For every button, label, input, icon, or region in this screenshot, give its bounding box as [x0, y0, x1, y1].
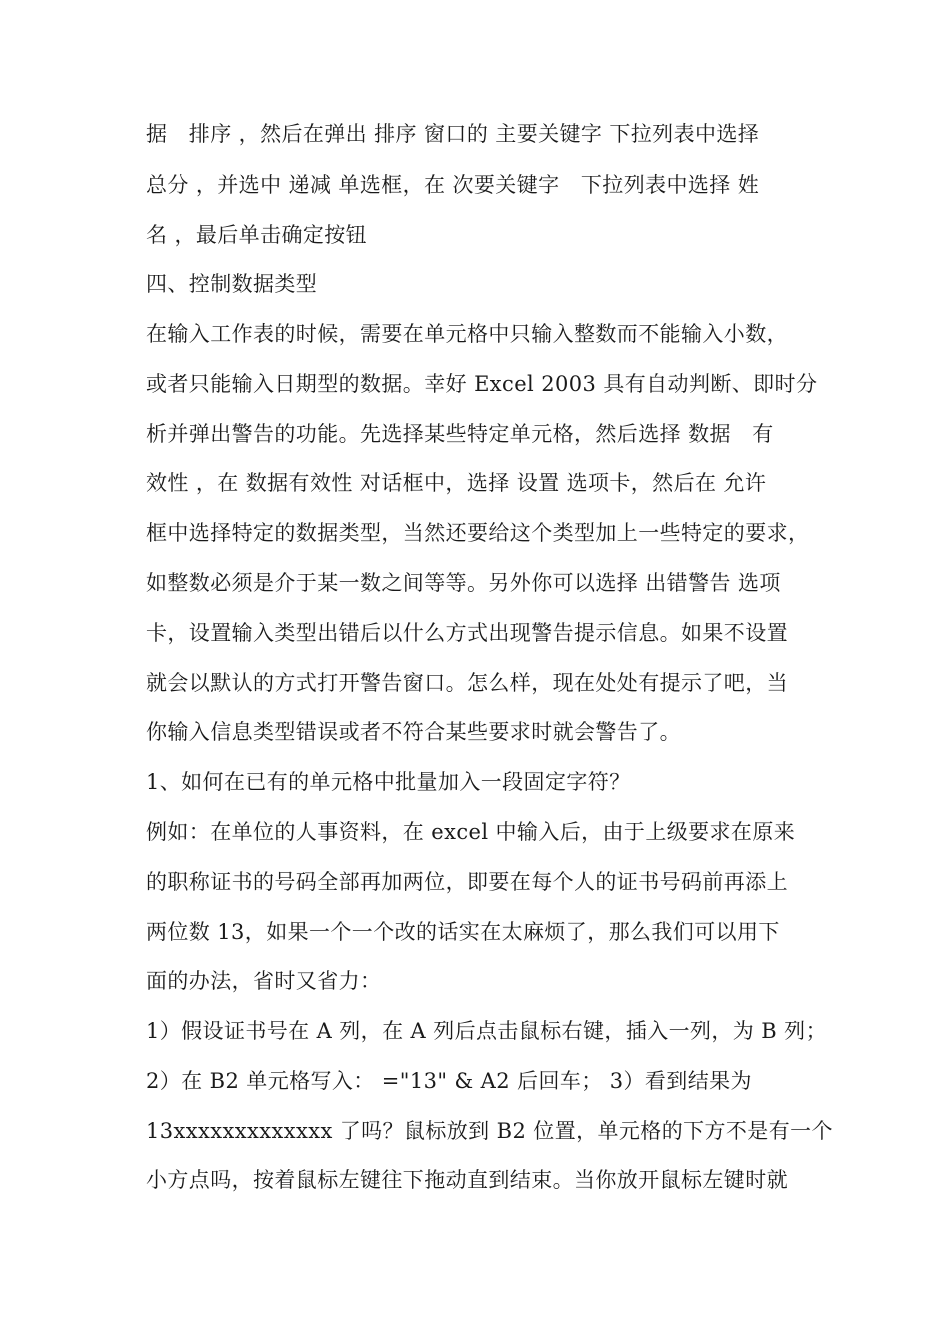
text-line: 2）在 B2 单元格写入： ="13" & A2 后回车； 3）看到结果为	[146, 1069, 752, 1093]
text-line: 例如：在单位的人事资料，在 excel 中输入后，由于上级要求在原来	[146, 820, 796, 844]
text-line: 13xxxxxxxxxxxxx 了吗？鼠标放到 B2 位置，单元格的下方不是有一个	[146, 1119, 833, 1143]
text-line: 效性 ，在 数据有效性 对话框中，选择 设置 选项卡，然后在 允许	[146, 471, 767, 495]
text-line: 析并弹出警告的功能。先选择某些特定单元格，然后选择 数据 有	[146, 422, 774, 446]
question-heading: 1、如何在已有的单元格中批量加入一段固定字符？	[146, 770, 631, 794]
text-line: 1）假设证书号在 A 列，在 A 列后点击鼠标右键，插入一列，为 B 列；	[146, 1019, 827, 1043]
text-line: 总分 ，并选中 递减 单选框，在 次要关键字 下拉列表中选择 姓	[146, 173, 760, 197]
text-line: 据 排序 ，然后在弹出 排序 窗口的 主要关键字 下拉列表中选择	[146, 122, 760, 146]
text-line: 两位数 13，如果一个一个改的话实在太麻烦了，那么我们可以用下	[146, 920, 780, 944]
text-line: 或者只能输入日期型的数据。幸好 Excel 2003 具有自动判断、即时分	[146, 372, 818, 396]
text-line: 面的办法，省时又省力：	[146, 969, 382, 993]
text-line: 就会以默认的方式打开警告窗口。怎么样，现在处处有提示了吧，当	[146, 671, 788, 695]
text-line: 你输入信息类型错误或者不符合某些要求时就会警告了。	[146, 720, 681, 744]
text-line: 如整数必须是介于某一数之间等等。另外你可以选择 出错警告 选项	[146, 571, 781, 595]
text-line: 的职称证书的号码全部再加两位，即要在每个人的证书号码前再添上	[146, 870, 788, 894]
text-line: 框中选择特定的数据类型，当然还要给这个类型加上一些特定的要求，	[146, 521, 810, 545]
text-line: 小方点吗，按着鼠标左键往下拖动直到结束。当你放开鼠标左键时就	[146, 1168, 788, 1192]
text-line: 卡，设置输入类型出错后以什么方式出现警告提示信息。如果不设置	[146, 621, 788, 645]
text-line: 在输入工作表的时候，需要在单元格中只输入整数而不能输入小数，	[146, 322, 788, 346]
text-line: 名 ，最后单击确定按钮	[146, 223, 368, 247]
section-heading: 四、控制数据类型	[146, 272, 318, 296]
